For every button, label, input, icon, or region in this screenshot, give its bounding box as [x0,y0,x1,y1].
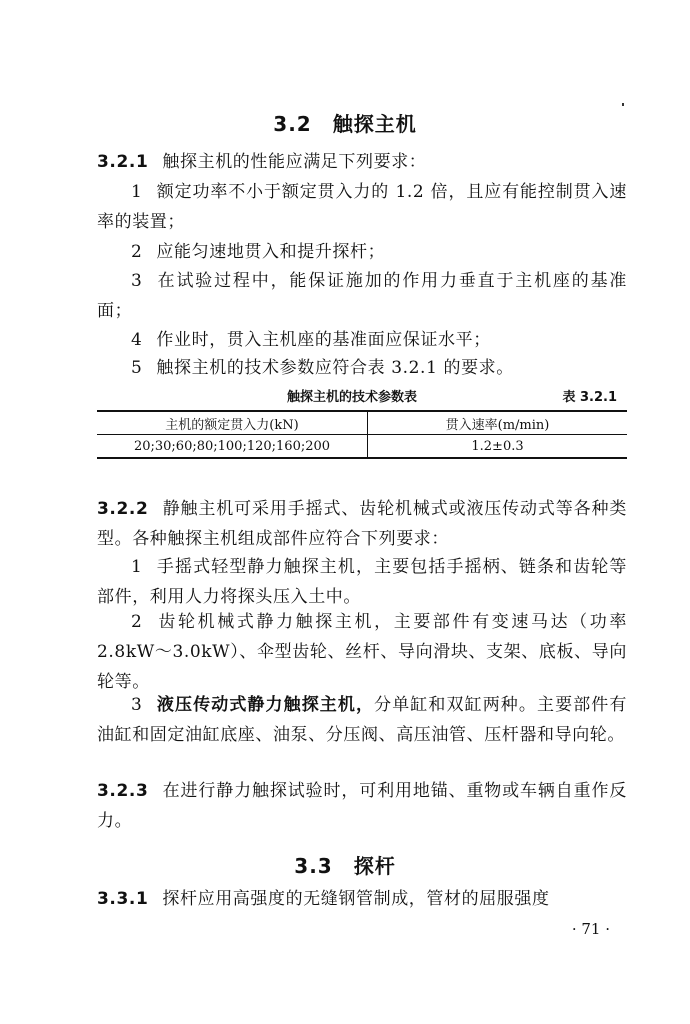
table-cell: 20;30;60;80;100;120;160;200 [97,435,368,459]
clause-number: 3.2.1 [97,152,149,172]
list-item: 1 手摇式轻型静力触探主机，主要包括手摇柄、链条和齿轮等部件，利用人力将探头压入土中。 [97,557,627,607]
table-header: 主机的额定贯入力(kN) [97,411,368,435]
page-number: · 71 · [571,920,610,938]
table-caption [97,386,627,406]
section-title-3-2: 3.2 触探主机 [273,112,417,136]
clause-text: 探杆应用高强度的无缝钢管制成，管材的屈服强度 [162,889,550,909]
parameter-table [97,410,627,459]
clause-number: 3.2.3 [97,781,149,801]
table-number: 表 3.2.1 [562,390,617,405]
table-row [97,435,627,459]
list-item: 3 液压传动式静力触探主机，分单缸和双缸两种。主要部件有油缸和固定油缸底座、油泵、分压阀、高压油管、压杆器和导向轮。 [97,695,627,745]
scan-speck [622,103,624,106]
list-item: 4 作业时，贯入主机座的基准面应保证水平； [131,330,491,350]
section-title-3-3: 3.3 探杆 [294,854,396,878]
clause-text: 触探主机的性能应满足下列要求： [162,152,427,172]
clause-number: 3.3.1 [97,889,149,909]
table-header-row [97,411,627,435]
list-item: 1 额定功率不小于额定贯入力的 1.2 倍，且应有能控制贯入速率的装置； [97,182,627,232]
clause-text: 静触主机可采用手摇式、齿轮机械式或液压传动式等各种类型。各种触探主机组成部件应符合下列要求： [97,499,627,549]
clause-number: 3.2.2 [97,499,149,519]
list-item: 2 应能匀速地贯入和提升探杆； [131,242,386,262]
clause-text: 在进行静力触探试验时，可利用地锚、重物或车辆自重作反力。 [97,781,627,831]
list-item: 3 在试验过程中，能保证施加的作用力垂直于主机座的基准面； [97,271,627,321]
table-cell: 1.2±0.3 [368,435,628,459]
clause-3-3-1 [97,884,627,914]
table-header: 贯入速率(m/min) [368,411,628,435]
clause-3-2-1 [97,147,627,177]
list-item: 2 齿轮机械式静力触探主机，主要部件有变速马达（功率 2.8kW～3.0kW）、伞型齿轮、丝杆、导向滑块、支架、底板、导向轮等。 [97,612,627,692]
clause-3-2-3 [97,776,627,836]
clause-3-2-2 [97,494,627,554]
list-item: 5 触探主机的技术参数应符合表 3.2.1 的要求。 [131,358,514,378]
table-title: 触探主机的技术参数表 [287,390,418,405]
